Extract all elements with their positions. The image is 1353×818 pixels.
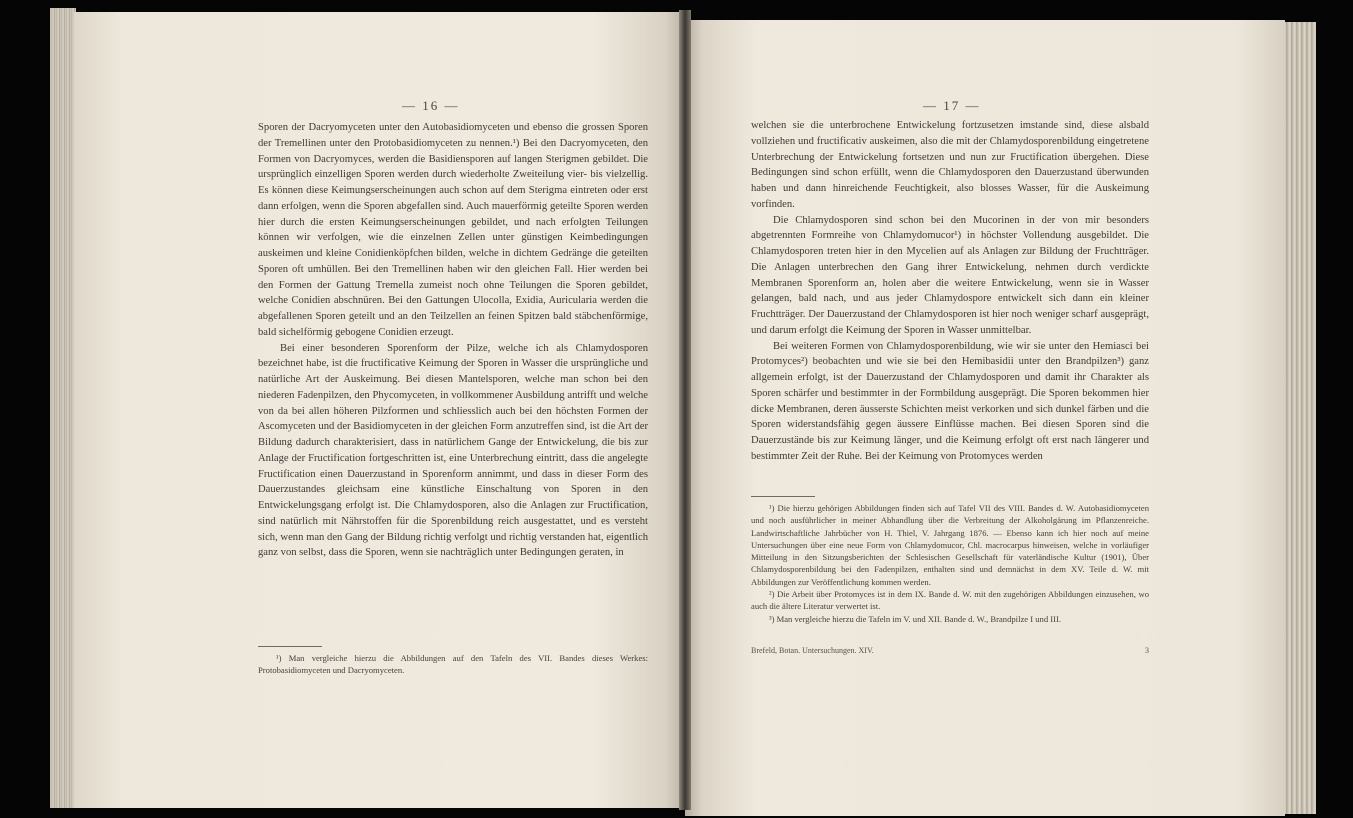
left-footnotes [258, 652, 648, 677]
left-page-number: — 16 — [402, 98, 460, 113]
left-page-edges [50, 8, 76, 808]
signature-text: Brefeld, Botan. Untersuchungen. XIV. [751, 646, 874, 655]
printer-signature [751, 646, 1149, 655]
sheet-number: 3 [1145, 646, 1149, 655]
right-paragraph-3: Bei weiteren Formen von Chlamydosporenbildung, wie wir sie unter den Hemiasci bei Protomyces²) beobachten und wie sie bei den Hemibasidii unter den Brandpilzen³) ganz allgemein erfolgt, ist der Dauerzustand der Chlamydosporen und damit ihr Charakter als Sporen schärfer und bestimmter in der Formbildung ausgeprägt. Die Sporen bekommen hier dicke Membranen, deren äusserste Schichten meist verkorken und sich dunkel färben und die Sporen widerstandsfähig gegen äussere Einflüsse machen. Bei diesen Sporen sind die Dauerzustände bis zur Keimung länger, und die Keimung erfolgt oft erst nach längerer und bestimmter Zeit der Ruhe. Bei der Keimung von Protomyces werden [751, 340, 1149, 462]
left-body-text [258, 120, 648, 561]
right-paragraph-2: Die Chlamydosporen sind schon bei den Mucorinen in der von mir besonders abgetrennten Formreihe von Chlamydomucor¹) in höchster Vollendung ausgebildet. Die Chlamydosporen treten hier in den Mycelien auf als Anlagen zur Bildung der Fruchtträger. Die Anlagen unterbrechen den Gang ihrer Entwickelung, nehmen durch verdickte Membranen Sporenform an, holen aber die weitere Entwickelung, wenn sie in Wasser gelangen, bald nach, und aus jeder Chlamydospore entwickelt sich dann ein kleiner Fruchtträger. Der Dauerzustand der Chlamydosporen ist hier noch weniger scharf ausgeprägt, und darum erfolgt die Keimung der Sporen in Wasser unmittelbar. [751, 214, 1149, 336]
right-page [685, 20, 1285, 816]
left-footnote-rule [258, 646, 322, 647]
right-footnote-2: ²) Die Arbeit über Protomyces ist in dem IX. Bande d. W. mit den zugehörigen Abbildungen einzusehen, wo auch die ältere Literatur verwertet ist. [751, 589, 1149, 612]
left-paragraph-1: Sporen der Dacryomyceten unter den Autobasidiomyceten und ebenso die grossen Sporen der Tremellinen unter den Protobasidiomyceten zu nennen.¹) Bei den Dacryomyceten, den Formen von Dacryomyces, werden die Basidiensporen auf langen Sterigmen gebildet. Die ursprünglich einzelligen Sporen werden durch wiederholte Zweiteilung vier- bis vielzellig. Es können diese Keimungserscheinungen auch schon auf dem Sterigma eintreten oder erst dann erfolgen, wenn die Sporen abgefallen sind. Auch mauerförmig geteilte Sporen werden hier durch die ersten Keimungserscheinungen gebildet, und nach erfolgten Teilungen können wir verfolgen, wie die einzelnen Zellen unter günstigen Keimbedingungen auskeimen und kleine Conidienköpfchen bilden, welche in dichtem Gedränge die geteilten Sporen oft umhüllen. Bei den Tremellinen haben wir den gleichen Fall. Hier werden bei den Formen der Gattung Tremella zumeist noch ohne Teilungen die Sporen gebildet, welche Conidien abschnüren. Bei den Gattungen Ulocolla, Exidia, Auricularia werden die abgefallenen Sporen geteilt und an den Teilzellen an feinen Spitzen bald stäbchenförmige, bald sichelförmig gebogene Conidien erzeugt. [258, 122, 648, 338]
left-page [74, 12, 684, 808]
right-footnote-rule [751, 496, 815, 497]
right-footnote-3: ³) Man vergleiche hierzu die Tafeln im V. und XII. Bande d. W., Brandpilze I und III. [769, 613, 1062, 624]
right-page-number: — 17 — [923, 98, 981, 113]
right-paragraph-1: welchen sie die unterbrochene Entwickelung fortzusetzen imstande sind, diese alsbald vollziehen und fructificativ auskeimen, also die mit der Chlamydosporenbildung eingetretene Unterbrechung der Entwickelung fortsetzen und nun zur Fructification übergehen. Diese Bedingungen sind schon erfüllt, wenn die Chlamydosporen den Dauerzustand überwunden haben und dann hinreichende Feuchtigkeit, also blosses Wasser, für die Auskeimung vorfinden. [751, 120, 1149, 210]
book-gutter [679, 10, 691, 810]
left-footnote-1: ¹) Man vergleiche hierzu die Abbildungen auf den Tafeln des VII. Bandes dieses Werkes: Protobasidiomyceten und Dacryomyceten. [258, 653, 648, 676]
right-footnote-1: ¹) Die hierzu gehörigen Abbildungen finden sich auf Tafel VII des VIII. Bandes d. W. Autobasidiomyceten und noch ausführlicher in meiner Abhandlung über die Verbreitung der Alkoholgärung im Pflanzenreiche. Landwirtschaftliche Jahrbücher von H. Thiel, V. Jahrgang 1876. — Ebenso kann ich hier noch auf meine Untersuchungen über eine neue Form von Chlamydomucor, Chl. macrocarpus hinweisen, welche in vorläufiger Mitteilung in den Sitzungsberichten der Schlesischen Gesellschaft für vaterländische Kultur (1901), Über Chlamydosporenbildung bei den Fadenpilzen, enthalten sind und demnächst in dem XV. Teile d. W. mit Abbildungen zur Veröffentlichung kommen werden. [751, 503, 1149, 587]
left-paragraph-2: Bei einer besonderen Sporenform der Pilze, welche ich als Chlamydosporen bezeichnet habe, ist die fructificative Keimung der Sporen in Wasser die ursprüngliche und natürliche Art der Auskeimung. Bei diesen Mantelsporen, welche man schon bei den niederen Fadenpilzen, den Phycomyceten, in vollkommener Ausbildung antrifft und welche von da bei allen höheren Pilzformen und schliesslich auch bei den höchsten Formen der Ascomyceten und der Basidiomyceten in der gleichen Form anzutreffen sind, ist die Art der Bildung dadurch charakterisiert, dass in natürlichem Gange der Entwickelung, die bis zur Anlage der Fructification fortgeschritten ist, eine Unterbrechung eintritt, dass die angelegte Fructification einen Dauerzustand in Sporenform annimmt, und dass in dieser Form des Dauerzustandes gleichsam eine künstliche Einschaltung von Sporen in den Entwickelungsgang erfolgt ist. Die Chlamydosporen, also die Anlagen zur Fructification, sind natürlich mit Nährstoffen für die Sporenbildung reich ausgestattet, und es versteht sich, wenn man den Gang der Bildung richtig verfolgt und richtig verstanden hat, eigentlich ganz von selbst, dass die Sporen, wenn sie nachträglich unter Bedingungen geraten, in [258, 342, 648, 559]
right-body-text [751, 118, 1149, 465]
right-footnotes [751, 502, 1149, 625]
